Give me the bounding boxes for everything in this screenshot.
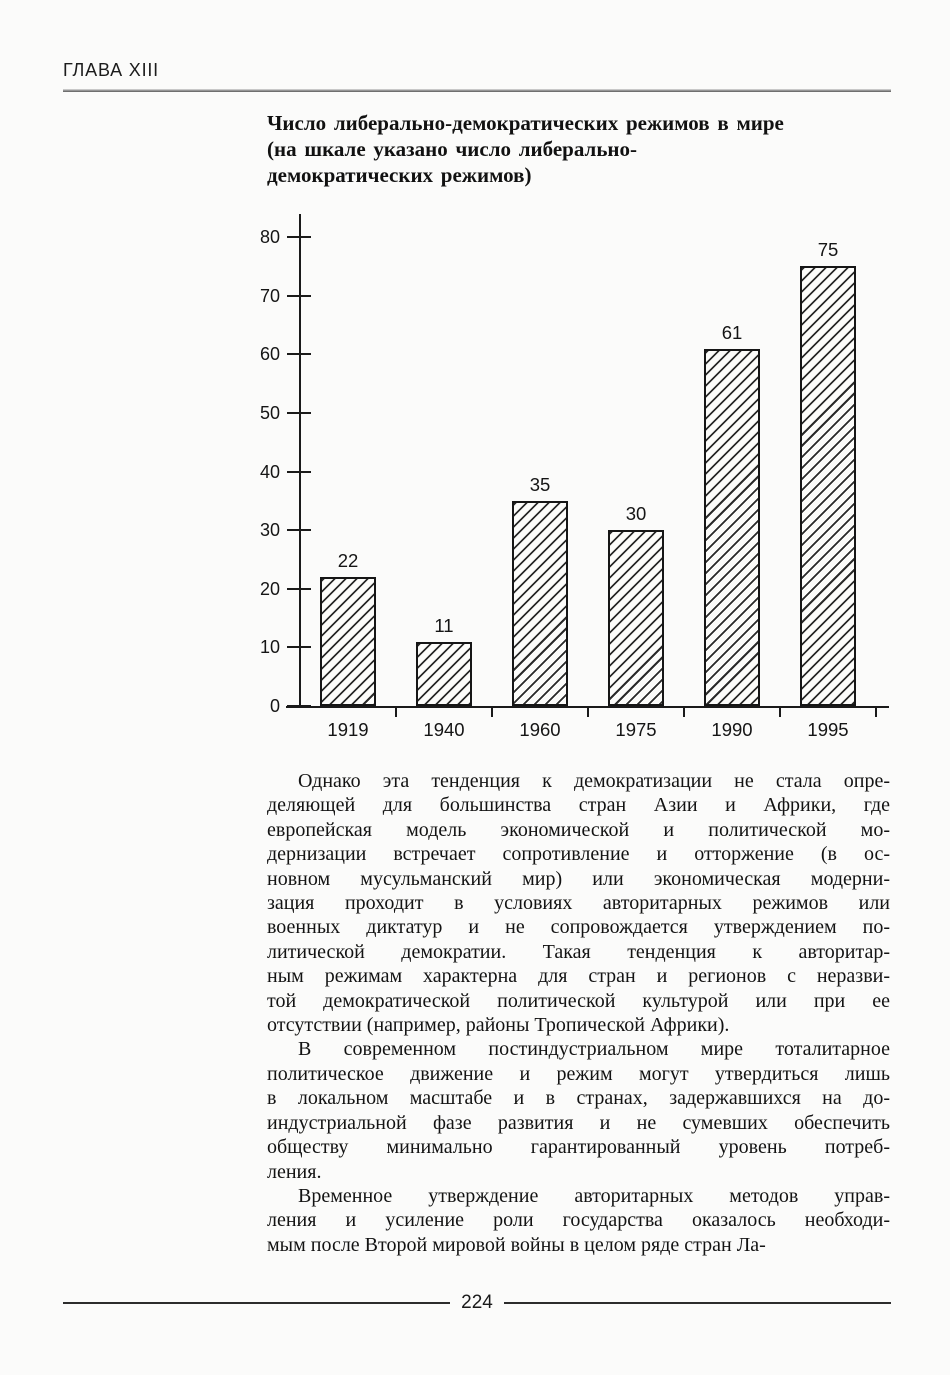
footer-rule-left [63,1302,450,1304]
paragraph [267,1037,890,1183]
y-tick-label: 20 [259,579,280,599]
text-line: новном мусульманский мир) или экономическая модерни- [267,867,890,890]
chapter-header: ГЛАВА XIII [63,60,159,80]
text-line: европейская модель экономической и политической мо- [267,818,890,841]
figure-title-line: (на шкале указано число либерально- [267,137,638,161]
x-tick [587,708,589,717]
text-line: политическое движение и режим могут утвердиться лишь [267,1062,890,1085]
body-text [267,769,890,1257]
header-rule [63,89,891,92]
y-tick [287,471,311,473]
y-tick [287,646,311,648]
text-line: военных диктатур и не сопровождается утверждением по- [267,916,890,939]
x-tick-label: 1919 [327,719,369,740]
y-tick [287,236,311,238]
x-tick [683,708,685,717]
text-line: Однако эта тенденция к демократизации не стала опре- [298,770,890,792]
bar [320,577,376,706]
x-tick-label: 1960 [519,719,561,740]
text-line: В современном постиндустриальном мире тоталитарное [298,1038,890,1061]
text-line: ления и усиление роли государства оказалось необходи- [267,1209,890,1232]
paragraph [267,1184,890,1257]
y-tick-label: 10 [259,637,280,657]
text-line: отсутствии (например, районы Тропической Африки). [267,1014,730,1037]
x-tick [395,708,397,717]
bar [608,530,664,706]
bar [800,266,856,706]
bar-chart [0,212,950,757]
text-line: ным режимам характерна для стран и регионов с неразви- [267,965,890,988]
x-tick-label: 1975 [615,719,657,740]
y-tick [287,353,311,355]
x-tick-label: 1995 [807,719,849,740]
text-line: деляющей для большинства стран Азии и Африки, где [267,794,890,817]
text-line: Временное утверждение авторитарных методов управ- [298,1184,890,1207]
y-tick [287,705,311,707]
y-axis [299,214,301,708]
bar [704,349,760,706]
text-line: мым после Второй мировой войны в целом ряде стран Ла- [267,1233,766,1256]
y-tick [287,295,311,297]
y-tick [287,529,311,531]
y-tick-label: 50 [259,403,280,423]
y-tick-label: 40 [259,462,280,482]
text-line: ления. [267,1160,322,1183]
bar-value-label: 11 [434,615,454,636]
page-footer [63,1292,891,1314]
x-tick-label: 1990 [711,719,753,740]
text-line: индустриальной фазе развития и не сумевших обеспечить [267,1111,890,1134]
x-tick [491,708,493,717]
y-tick [287,412,311,414]
figure-title [267,110,907,188]
text-line: зация проходит в условиях авторитарных режимов или [267,892,890,915]
text-line: обществу минимально гарантированный уровень потреб- [267,1136,890,1159]
bar-value-label: 75 [817,239,839,260]
x-tick [779,708,781,717]
text-line: дернизации встречает сопротивление и отторжение (в ос- [267,843,890,866]
y-tick-label: 30 [259,520,280,540]
page-number: 224 [461,1292,493,1313]
text-line: в локальном масштабе и в странах, задержавшихся на до- [267,1087,890,1110]
bar [416,642,472,706]
y-tick-label: 80 [259,227,280,247]
text-line: литической демократии. Такая тенденция к авторитар- [267,940,890,963]
footer-rule-right [504,1302,891,1304]
bar-value-label: 35 [529,474,551,495]
y-tick [287,588,311,590]
text-line: той демократической политической культурой или при ее [267,989,890,1012]
y-tick-label: 0 [269,696,280,716]
bar-value-label: 61 [721,322,743,343]
figure-title-line: Число либерально-демократических режимов в мире [267,111,784,135]
bar-value-label: 30 [625,503,647,524]
x-tick [875,708,877,717]
x-tick-label: 1940 [423,719,465,740]
bar [512,501,568,706]
figure-title-line: демократических режимов) [267,163,532,187]
paragraph [267,769,890,1037]
y-tick-label: 70 [259,286,280,306]
y-tick-label: 60 [259,344,280,364]
bar-value-label: 22 [337,550,359,571]
